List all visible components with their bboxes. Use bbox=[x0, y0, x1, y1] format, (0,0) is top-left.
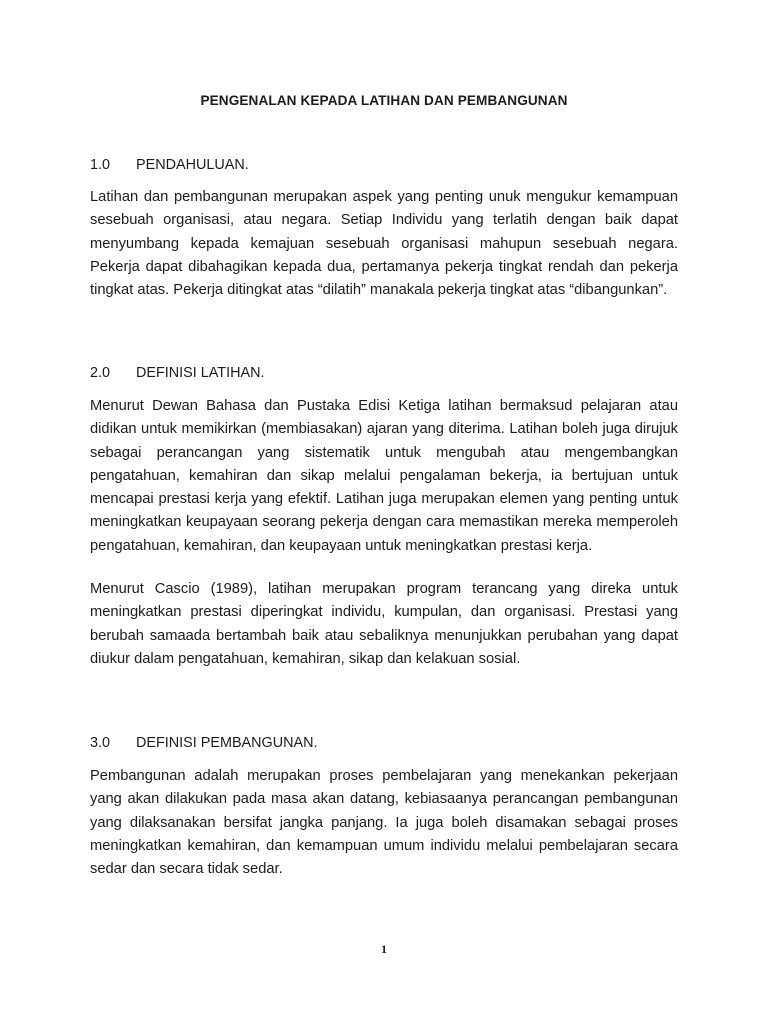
document-title: PENGENALAN KEPADA LATIHAN DAN PEMBANGUNAN bbox=[200, 93, 568, 108]
section-heading-pendahuluan bbox=[90, 157, 249, 173]
page-number: 1 bbox=[381, 942, 387, 956]
paragraph: Menurut Cascio (1989), latihan merupakan program terancang yang direka untuk meningkatkan prestasi diperingkat individu, kumpulan, dan organisasi. Prestasi yang berubah samaada bertambah baik atau sebaliknya menunjukkan perubahan yang dapat diukur dalam pengatahuan, kemahiran, sikap dan kelakuan sosial. bbox=[90, 581, 678, 667]
section-number: 2.0 bbox=[90, 365, 111, 381]
section-heading-definisi-latihan bbox=[90, 365, 264, 381]
section-title: DEFINISI LATIHAN. bbox=[136, 365, 265, 381]
section-title: DEFINISI PEMBANGUNAN. bbox=[136, 735, 318, 751]
section-number: 3.0 bbox=[90, 735, 111, 751]
section-heading-definisi-pembangunan bbox=[90, 735, 318, 751]
paragraph: Latihan dan pembangunan merupakan aspek yang penting unuk mengukur kemampuan sesebuah organisasi, atau negara. Setiap Individu yang terlatih dengan baik dapat menyumbang kepada kemajuan sesebuah organisasi mahupun sesebuah negara. Pekerja dapat dibahagikan kepada dua, pertamanya pekerja tingkat rendah dan pekerja tingkat atas. Pekerja ditingkat atas “dilatih” manakala pekerja tingkat atas “dibangunkan”. bbox=[90, 189, 678, 299]
section-number: 1.0 bbox=[90, 157, 111, 173]
paragraph: Menurut Dewan Bahasa dan Pustaka Edisi Ketiga latihan bermaksud pelajaran atau didikan untuk memikirkan (membiasakan) ajaran yang diterima. Latihan boleh juga dirujuk sebagai perancangan yang sistematik untuk mengubah atau mengembangkan pengatahuan, kemahiran dan sikap melalui pengalaman bekerja, ia bertujuan untuk mencapai prestasi kerja yang efektif. Latihan juga merupakan elemen yang penting untuk meningkatkan keupayaan seorang pekerja dengan cara memastikan mereka memperoleh pengatahuan, kemahiran, dan keupayaan untuk meningkatkan prestasi kerja. bbox=[90, 398, 678, 554]
paragraph: Pembangunan adalah merupakan proses pembelajaran yang menekankan pekerjaan yang akan dilakukan pada masa akan datang, kebiasaanya perancangan pembangunan yang dilaksanakan bersifat jangka panjang. Ia juga boleh disamakan sebagai proses meningkatkan kemahiran, dan kemampuan umum individu melalui pembelajaran secara sedar dan secara tidak sedar. bbox=[90, 768, 678, 878]
section-title: PENDAHULUAN. bbox=[136, 157, 249, 173]
